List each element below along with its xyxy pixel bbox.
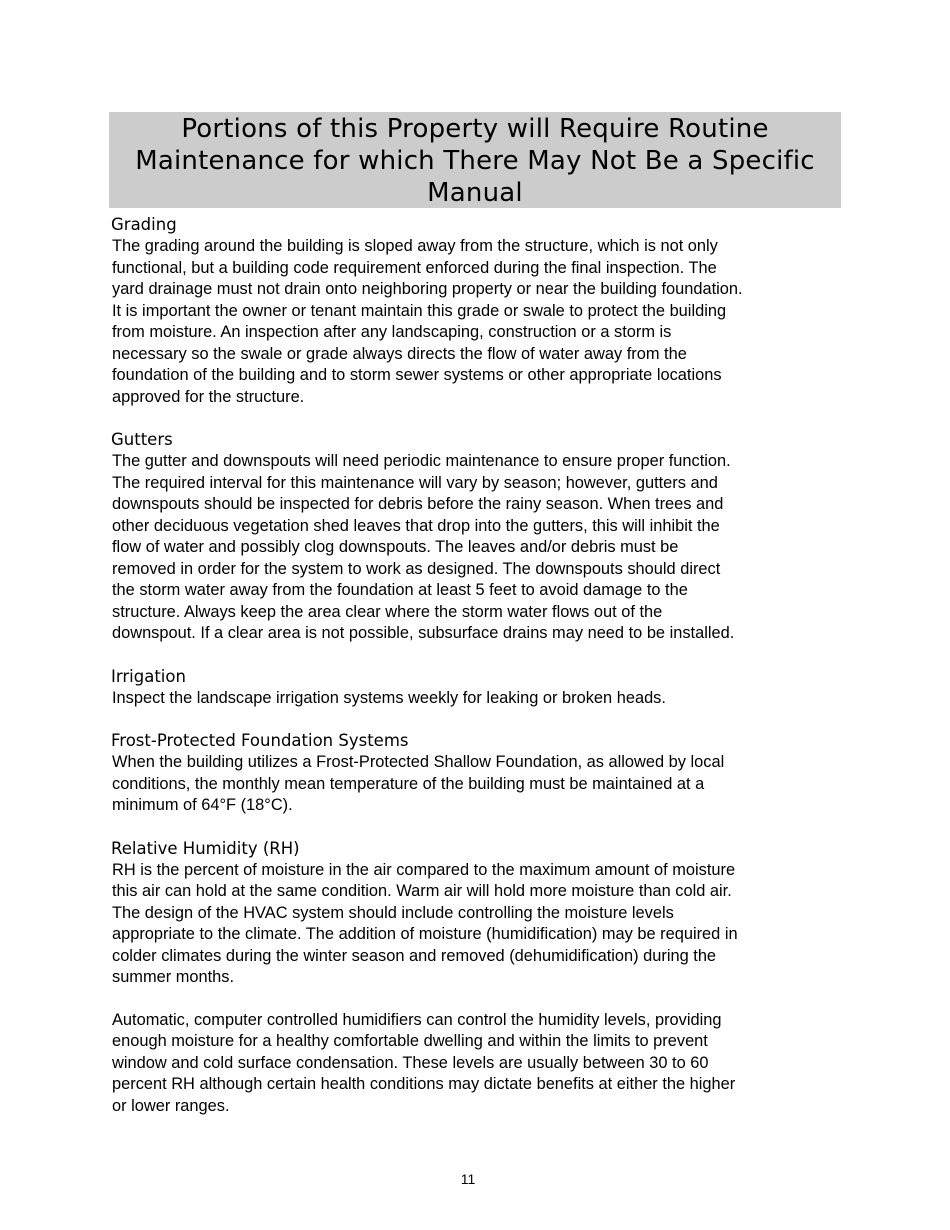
spacer — [112, 989, 842, 1010]
text-line: necessary so the swale or grade always directs the flow of water away from the — [112, 344, 687, 363]
text-line: It is important the owner or tenant maintain this grade or swale to protect the building — [112, 301, 727, 320]
text-line: When the building utilizes a Frost-Protected Shallow Foundation, as allowed by local — [112, 753, 725, 771]
text-line: The grading around the building is sloped away from the structure, which is not only — [112, 237, 718, 255]
text-line: foundation of the building and to storm sewer systems or other appropriate locations — [112, 366, 722, 384]
spacer — [112, 645, 842, 666]
section-paragraph — [112, 236, 842, 408]
text-line: window and cold surface condensation. These levels are usually between 30 to 60 — [112, 1053, 709, 1072]
title-line-3: Manual — [427, 178, 523, 208]
text-line: the storm water away from the foundation at least 5 feet to avoid damage to the — [112, 581, 688, 599]
text-line: Inspect the landscape irrigation systems weekly for leaking or broken heads. — [112, 688, 666, 707]
text-line: approved for the structure. — [112, 387, 305, 406]
section-paragraph — [112, 688, 842, 710]
title-line-1: Portions of this Property will Require Routine — [181, 114, 769, 144]
section-irrigation — [112, 666, 842, 710]
text-line: RH is the percent of moisture in the air compared to the maximum amount of moisture — [112, 860, 736, 879]
text-line: yard drainage must not drain onto neighboring property or near the building foundation. — [112, 280, 743, 298]
title-line-2: Maintenance for which There May Not Be a Specific — [135, 146, 815, 176]
title-banner — [109, 112, 841, 208]
text-line: flow of water and possibly clog downspouts. The leaves and/or debris must be — [112, 538, 679, 556]
section-gutters — [112, 429, 842, 645]
section-paragraph — [112, 752, 842, 817]
text-line: The gutter and downspouts will need periodic maintenance to ensure proper function. — [112, 452, 731, 470]
spacer — [112, 817, 842, 838]
section-paragraph — [112, 860, 842, 989]
section-heading: Irrigation — [111, 666, 186, 686]
text-line: downspouts should be inspected for debris before the rainy season. When trees and — [112, 495, 724, 513]
text-line: minimum of 64°F (18°C). — [112, 796, 293, 814]
text-line: appropriate to the climate. The addition of moisture (humidification) may be required in — [112, 925, 738, 943]
document-body — [112, 214, 842, 1117]
section-heading: Gutters — [111, 430, 173, 449]
page-title — [109, 112, 841, 209]
text-line: Automatic, computer controlled humidifiers can control the humidity levels, providing — [112, 1010, 722, 1029]
section-relative-humidity — [112, 838, 842, 1118]
text-line: The required interval for this maintenance will vary by season; however, gutters and — [112, 473, 718, 492]
spacer — [112, 709, 842, 730]
section-heading: Grading — [111, 215, 177, 234]
text-line: this air can hold at the same condition. Warm air will hold more moisture than cold air. — [112, 882, 732, 900]
section-paragraph-2 — [112, 1010, 842, 1118]
text-line: removed in order for the system to work as designed. The downspouts should direct — [112, 559, 721, 578]
text-line: functional, but a building code requirement enforced during the final inspection. The — [112, 258, 717, 277]
section-paragraph — [112, 451, 842, 645]
text-line: conditions, the monthly mean temperature of the building must be maintained at a — [112, 774, 705, 793]
text-line: from moisture. An inspection after any landscaping, construction or a storm is — [112, 323, 672, 341]
text-line: other deciduous vegetation shed leaves that drop into the gutters, this will inhibit the — [112, 516, 720, 535]
spacer — [112, 408, 842, 429]
text-line: downspout. If a clear area is not possible, subsurface drains may need to be installed. — [112, 624, 735, 642]
text-line: summer months. — [112, 968, 235, 986]
text-line: colder climates during the winter season and removed (dehumidification) during the — [112, 946, 717, 965]
section-heading: Relative Humidity (RH) — [111, 838, 300, 858]
text-line: structure. Always keep the area clear where the storm water flows out of the — [112, 602, 663, 621]
text-line: enough moisture for a healthy comfortable dwelling and within the limits to prevent — [112, 1032, 708, 1050]
section-heading: Frost-Protected Foundation Systems — [111, 731, 409, 750]
text-line: percent RH although certain health conditions may dictate benefits at either the higher — [112, 1075, 736, 1093]
page-number: 11 — [460, 1171, 476, 1187]
section-grading — [112, 214, 842, 408]
section-frost-protected-foundation — [112, 730, 842, 817]
text-line: The design of the HVAC system should include controlling the moisture levels — [112, 903, 674, 922]
text-line: or lower ranges. — [112, 1096, 230, 1115]
